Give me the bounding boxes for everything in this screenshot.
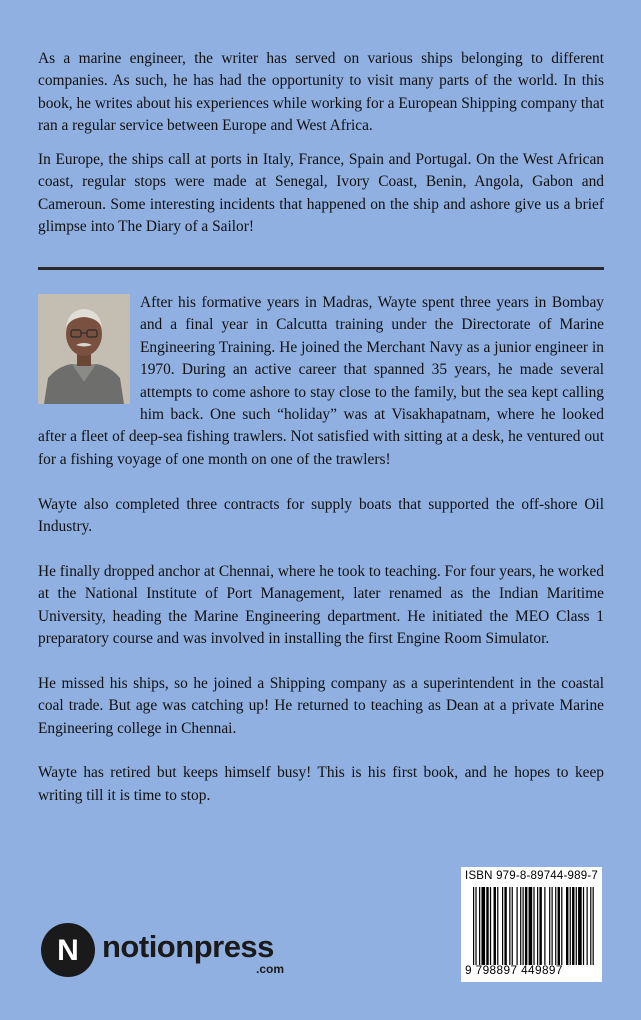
logo-mark-letter: N — [57, 934, 79, 967]
barcode-bar — [473, 887, 474, 965]
publisher-name-part-2: press — [193, 929, 274, 964]
barcode-bar — [593, 887, 594, 965]
barcode-bar — [578, 887, 582, 965]
barcode-bar — [590, 887, 591, 965]
publisher-name-part-1: notion — [102, 929, 194, 964]
barcode-bar — [576, 887, 577, 965]
barcode-bar — [552, 887, 553, 965]
barcode-bar — [516, 887, 517, 965]
barcode-bar — [502, 887, 503, 965]
blurb-paragraph-1: As a marine engineer, the writer has served on various ships belonging to different companies. As such, he has had the opportunity to visit many parts of the world. In this book, he writes about his experiences while working for a European Shipping company that ran a regular service between Europe and West Africa. — [38, 50, 604, 135]
barcode-bar — [561, 887, 562, 965]
barcode-bar — [497, 887, 498, 965]
publisher-logo — [40, 922, 300, 978]
notionpress-logo-icon — [40, 922, 96, 978]
barcode-bar — [533, 887, 534, 965]
bio-paragraph-4: He missed his ships, so he joined a Shipping company as a superintendent in the coastal coal trade. But age was catching up! He returned to teaching as Dean at a private Marine Engineering college in Chennai. — [38, 674, 604, 737]
barcode-bar — [558, 887, 560, 965]
barcode-bar — [525, 887, 527, 965]
barcode-bar — [520, 887, 521, 965]
isbn-barcode-box — [461, 867, 602, 982]
barcode-bar — [566, 887, 568, 965]
barcode-bar — [481, 887, 485, 965]
barcode-bar — [512, 887, 513, 965]
barcode-bar — [539, 887, 541, 965]
barcode-bar — [572, 887, 574, 965]
barcode-bar — [486, 887, 488, 965]
barcode-bar — [537, 887, 538, 965]
author-photo — [38, 294, 130, 404]
barcode-digits: 9 798897 449897 — [465, 963, 563, 977]
barcode-bar — [504, 887, 506, 965]
barcode-bar — [587, 887, 588, 965]
bio-paragraph-2: Wayte also completed three contracts for supply boats that supported the off-shore Oil Industry. — [38, 495, 604, 536]
publisher-name — [102, 929, 274, 965]
barcode-bar — [490, 887, 491, 965]
bio-paragraph-5: Wayte has retired but keeps himself busy! This is his first book, and he hopes to keep writing till it is time to stop. — [38, 764, 604, 804]
barcode-bar — [549, 887, 550, 965]
barcode-bar — [570, 887, 571, 965]
bio-paragraph-1: After his formative years in Madras, Wayte spent three years in Bombay and a final year in Calcutta training under the Directorate of Marine Engineering Training. He joined the Merchant Navy as a junior engineer in 1970. During an active career that spanned 35 years, he made several attempts to come ashore to stay close to the family, but the sea kept calling him back. One such “holiday” was at Visakhapatnam, where he looked after a fleet of deep-sea fishing trawlers. Not satisfied with sitting at a desk, he ventured out for a fishing voyage of one month on one of the trawlers! — [38, 294, 604, 468]
section-divider — [38, 267, 604, 270]
publisher-domain: .com — [256, 962, 285, 976]
author-bio — [38, 292, 604, 830]
barcode-bar — [529, 887, 533, 965]
barcode-bar — [509, 887, 510, 965]
barcode-bar — [523, 887, 524, 965]
barcode-bar — [544, 887, 545, 965]
barcode-bar — [494, 887, 496, 965]
barcode-bar — [583, 887, 584, 965]
bio-paragraph-3: He finally dropped anchor at Chennai, where he took to teaching. For four years, he worked at the National Institute of Port Management, later renamed as the Indian Maritime University, heading the Marine Engineering department. He initiated the MEO Class 1 preparatory course and was involved in installing the first Engine Room Simulator. — [38, 562, 604, 648]
blurb-paragraph-2: In Europe, the ships call at ports in Italy, France, Spain and Portugal. On the West African coast, regular stops were made at Senegal, Ivory Coast, Benin, Angola, Gabon and Cameroun. Some interesting incidents that happened on the ship and ashore give us a brief glimpse into The Diary of a Sailor! — [38, 151, 604, 236]
barcode-bar — [479, 887, 480, 965]
barcode-bar — [475, 887, 476, 965]
isbn-label: ISBN 979-8-89744-989-7 — [465, 870, 598, 882]
barcode — [473, 887, 595, 965]
barcode-bar — [555, 887, 556, 965]
